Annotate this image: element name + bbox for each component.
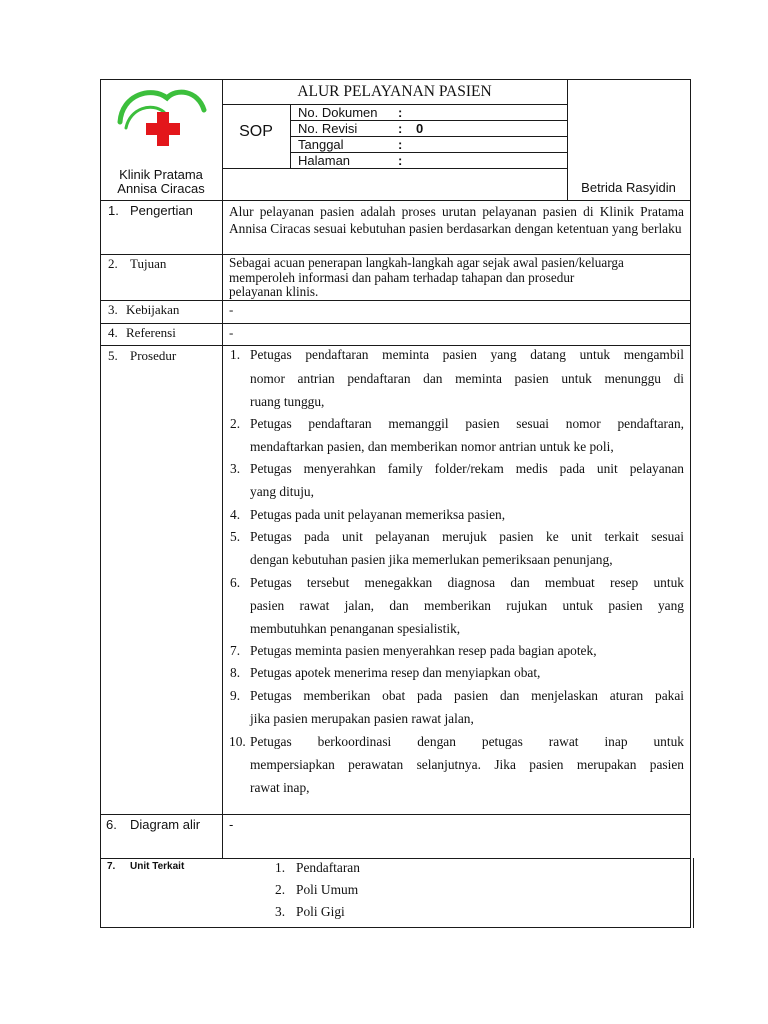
doc-field-label: No. Dokumen: [298, 105, 378, 120]
unit-item: Poli Umum: [296, 882, 359, 897]
clinic-name: [100, 168, 222, 196]
step-line: membutuhkan penanganan spesialistik,: [250, 621, 461, 636]
step-line: jika pasien merupakan pasien rawat jalan,: [250, 711, 474, 726]
section-label: Diagram alir: [130, 817, 201, 832]
doc-field-sep: :: [398, 137, 403, 152]
step-line: Petugas menyerahkan family folder/rekam medis pada unit pelayanan: [250, 461, 684, 476]
unit-item: Pendaftaran: [296, 860, 360, 875]
step-number: 8.: [230, 665, 241, 680]
step-line: Petugas tersebut menegakkan diagnosa dan membuat resep untuk: [250, 575, 684, 590]
step-number: 7.: [230, 643, 241, 658]
section-label: Pengertian: [130, 203, 193, 218]
diagram-text: -: [229, 817, 234, 832]
doc-field-label: No. Revisi: [298, 121, 358, 136]
unit-item: Poli Gigi: [296, 904, 345, 919]
step-line: yang dituju,: [250, 484, 314, 499]
section-number: 7.: [107, 861, 116, 872]
step-line: Petugas pendaftaran memanggil pasien sesuai nomor pendaftaran,: [250, 416, 684, 431]
step-number: 10.: [229, 734, 246, 749]
unit-number: 3.: [275, 904, 286, 919]
step-line: Petugas pada unit pelayanan memeriksa pasien,: [250, 507, 506, 522]
step-number: 6.: [230, 575, 241, 590]
step-line: Petugas berkoordinasi dengan petugas rawat inap untuk: [250, 734, 684, 749]
step-line: Petugas apotek menerima resep dan menyiapkan obat,: [250, 665, 541, 680]
section-number: 2.: [108, 256, 118, 271]
referensi-text: -: [229, 325, 234, 340]
doc-field-value: 0: [416, 121, 424, 136]
step-line: rawat inap,: [250, 780, 310, 795]
step-line: pasien rawat jalan, dan memberikan rujukan untuk pasien yang: [250, 598, 684, 613]
clinic-name-line2: Annisa Ciracas: [117, 181, 205, 196]
unit-number: 2.: [275, 882, 286, 897]
sop-label: SOP: [239, 123, 273, 140]
step-number: 4.: [230, 507, 241, 522]
tujuan-line: pelayanan klinis.: [229, 284, 319, 299]
step-number: 5.: [230, 529, 241, 544]
step-number: 1.: [230, 347, 241, 362]
tujuan-line: Sebagai acuan penerapan langkah-langkah agar sejak awal pasien/keluarga: [229, 255, 624, 270]
signatory-name: Betrida Rasyidin: [581, 180, 676, 195]
step-line: nomor antrian pendaftaran dan meminta pasien untuk menunggu di: [250, 371, 684, 386]
clinic-name-line1: Klinik Pratama: [119, 167, 203, 182]
kebijakan-text: -: [229, 302, 234, 317]
pengertian-text: Alur pelayanan pasien adalah proses urutan pelayanan pasien di Klinik Pratama Annisa Ciracas sesuai kebutuhan pasien berdasarkan dengan ketentuan yang berlaku: [229, 204, 684, 236]
doc-field-sep: :: [398, 153, 403, 168]
step-line: mempersiapkan perawatan selanjutnya. Jika pasien merupakan pasien: [250, 757, 684, 772]
doc-field-label: Tanggal: [298, 137, 344, 152]
section-number: 1.: [108, 203, 119, 218]
section-label: Kebijakan: [126, 302, 180, 317]
unit-number: 1.: [275, 860, 286, 875]
section-number: 5.: [108, 348, 118, 363]
step-line: dengan kebutuhan pasien jika memerlukan pemeriksaan penunjang,: [250, 552, 613, 567]
step-line: Petugas pendaftaran meminta pasien yang datang untuk mengambil: [250, 347, 684, 362]
step-line: ruang tunggu,: [250, 394, 325, 409]
step-line: Petugas pada unit pelayanan merujuk pasien ke unit terkait sesuai: [250, 529, 684, 544]
doc-field-sep: :: [398, 105, 403, 120]
doc-field-label: Halaman: [298, 153, 351, 168]
tujuan-line: memperoleh informasi dan paham terhadap tahapan dan prosedur: [229, 269, 575, 285]
step-number: 3.: [230, 461, 241, 476]
step-number: 9.: [230, 688, 241, 703]
section-label: Prosedur: [130, 348, 177, 363]
step-line: mendaftarkan pasien, dan memberikan nomor antrian untuk ke poli,: [250, 439, 614, 454]
step-line: Petugas meminta pasien menyerahkan resep pada bagian apotek,: [250, 643, 597, 658]
step-number: 2.: [230, 416, 241, 431]
tujuan-text: [229, 256, 689, 300]
section-label: Referensi: [126, 325, 176, 340]
doc-field-sep: :: [398, 121, 403, 136]
section-number: 3.: [108, 302, 118, 317]
clinic-logo: [112, 84, 212, 166]
section-number: 6.: [106, 817, 117, 832]
section-label: Unit Terkait: [130, 861, 185, 872]
step-line: Petugas memberikan obat pada pasien dan menjelaskan aturan pakai: [250, 688, 684, 703]
section-label: Tujuan: [130, 256, 167, 271]
section-number: 4.: [108, 325, 118, 340]
page-title: ALUR PELAYANAN PASIEN: [297, 83, 492, 100]
